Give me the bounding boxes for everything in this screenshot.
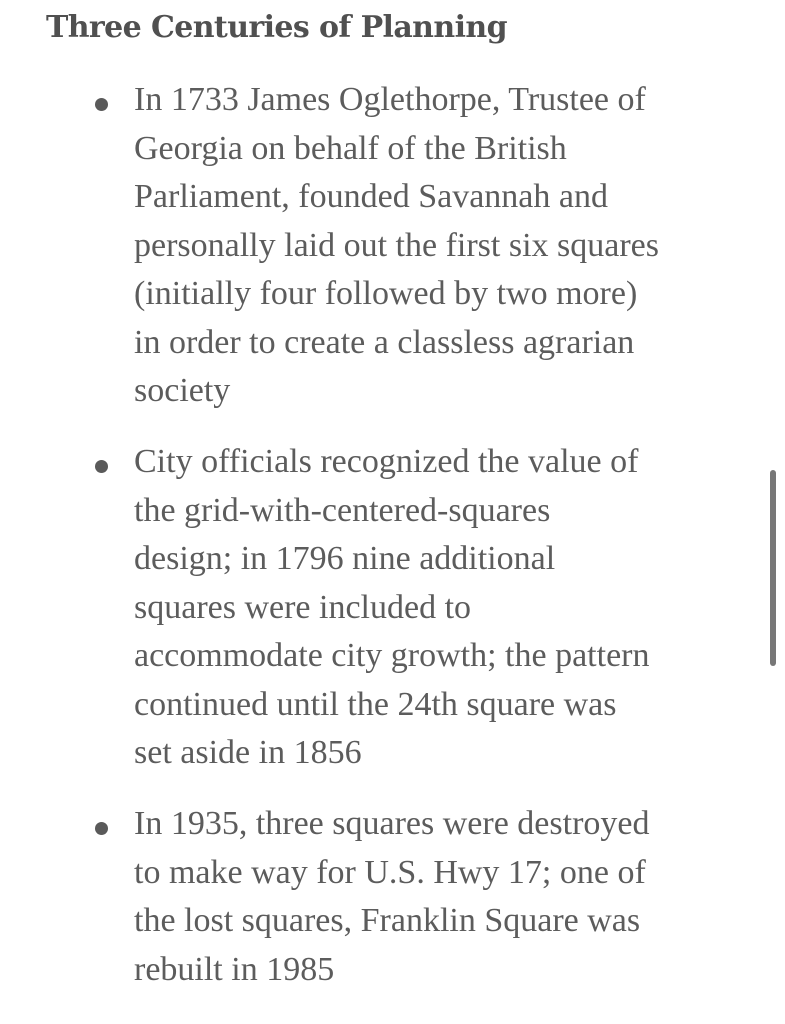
text-line: in order to create a classless agrarian [134,323,635,361]
text-line: design; in 1796 nine additional [134,540,556,577]
text-line: accommodate city growth; the pattern [134,637,650,674]
text-line: set aside in 1856 [134,734,362,771]
text-line: the grid-with-centered-squares [134,491,551,529]
bullet-icon [95,98,108,111]
vertical-scrollbar[interactable] [770,470,776,666]
text-line: rebuilt in 1985 [134,950,335,988]
bullet-icon [95,460,108,473]
bullet-icon [95,822,108,835]
bullet-text [134,76,754,416]
text-line: squares were included to [134,588,472,626]
text-line: society [134,372,231,409]
text-line: continued until the 24th square was [134,685,617,723]
section-heading: Three Centuries of Planning [46,10,507,45]
bullet-text [134,438,754,778]
text-line: the lost squares, Franklin Square was [134,902,641,939]
text-line: (initially four followed by two more) [134,275,638,312]
text-line: Parliament, founded Savannah and [134,178,608,215]
text-line: In 1935, three squares were destroyed [134,805,650,842]
text-line: personally laid out the first six squares [134,226,660,264]
text-line: City officials recognized the value of [134,443,639,480]
text-line: to make way for U.S. Hwy 17; one of [134,853,646,891]
text-line: In 1733 James Oglethorpe, Trustee of [134,81,646,118]
bullet-text [134,800,754,994]
text-line: Georgia on behalf of the British [134,129,567,167]
